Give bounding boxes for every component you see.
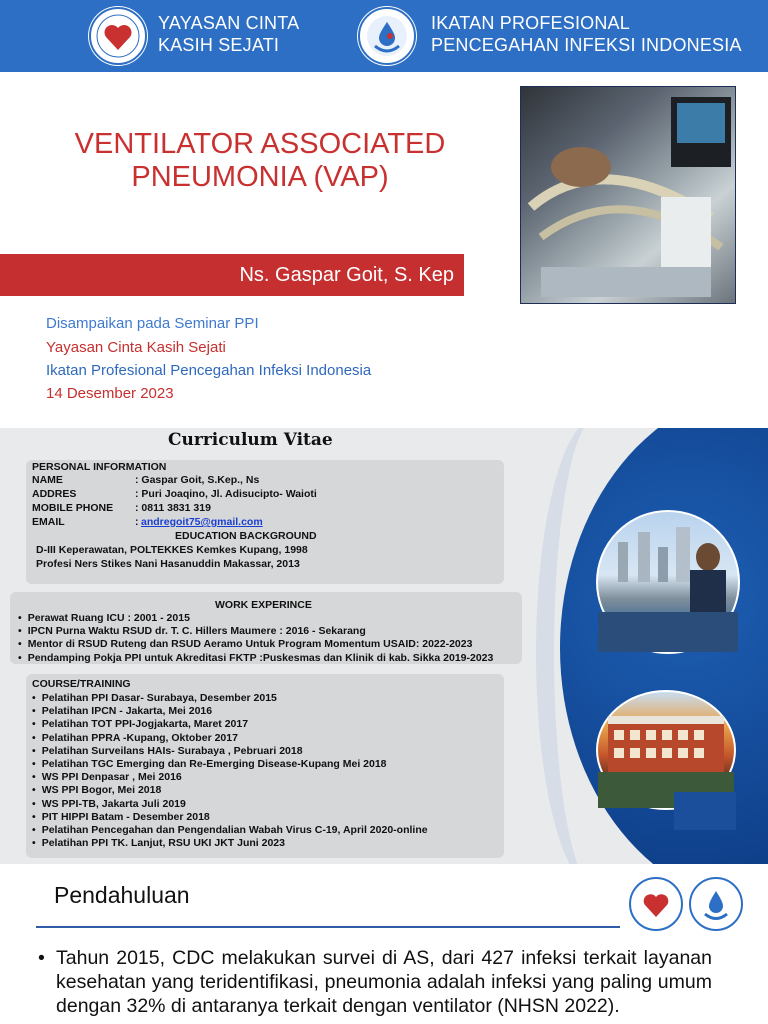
intro-title: Pendahuluan	[54, 882, 190, 908]
decorative-blue-square	[674, 792, 736, 830]
course-list	[32, 692, 428, 850]
course-item: • Pelatihan IPCN - Jakarta, Mei 2016	[32, 705, 428, 718]
work-item: • Mentor di RSUD Ruteng dan RSUD Aeramo Untuk Program Momentum USAID: 2022-2023	[18, 638, 493, 651]
presenter-name: Ns. Gaspar Goit, S. Kep	[239, 264, 454, 286]
slide-title-line2: PNEUMONIA (VAP)	[131, 161, 389, 193]
course-item: • WS PPI Bogor, Mei 2018	[32, 784, 428, 797]
profile-photo	[596, 510, 740, 654]
work-list	[18, 612, 493, 665]
title-underline	[36, 926, 620, 928]
work-item: • Perawat Ruang ICU : 2001 - 2015	[18, 612, 493, 625]
yayasan-name-line2: KASIH SEJATI	[158, 35, 280, 55]
seminar-line: Disampaikan pada Seminar PPI	[46, 315, 259, 332]
ikatan-name-line1: IKATAN PROFESIONAL	[431, 13, 630, 33]
yayasan-heart-logo-icon	[88, 6, 148, 66]
course-item: • Pelatihan TGC Emerging dan Re-Emerging Disease-Kupang Mei 2018	[32, 758, 428, 771]
cv-slide	[0, 428, 768, 864]
education-item: D-III Keperawatan, POLTEKKES Kemkes Kupang, 1998	[36, 544, 308, 556]
cv-title: Curriculum Vitae	[168, 430, 333, 450]
name-label: NAME	[32, 474, 63, 486]
slide-title	[40, 128, 480, 194]
yayasan-line: Yayasan Cinta Kasih Sejati	[46, 339, 226, 356]
work-item: • IPCN Purna Waktu RSUD dr. T. C. Hillers Maumere : 2016 - Sekarang	[18, 625, 493, 638]
course-item: • WS PPI-TB, Jakarta Juli 2019	[32, 798, 428, 811]
personal-info-header: PERSONAL INFORMATION	[32, 461, 167, 473]
title-slide	[0, 0, 768, 424]
ikatan-name-line2: PENCEGAHAN INFEKSI INDONESIA	[431, 35, 742, 55]
address-label: ADDRES	[32, 488, 77, 500]
course-item: • Pelatihan PPRA -Kupang, Oktober 2017	[32, 732, 428, 745]
header-bar	[0, 0, 768, 72]
course-header: COURSE/TRAINING	[32, 678, 131, 690]
yayasan-heart-logo-icon	[628, 876, 684, 932]
course-item: • PIT HIPPI Batam - Desember 2018	[32, 811, 428, 824]
phone-value: : 0811 3831 319	[135, 502, 211, 514]
email-link[interactable]: andregoit75@gmail.com	[141, 516, 263, 528]
ikatan-name	[431, 12, 761, 56]
ikatan-hand-drop-logo-icon	[688, 876, 744, 932]
work-header: WORK EXPERINCE	[215, 599, 312, 611]
ikatan-line: Ikatan Profesional Pencegahan Infeksi Indonesia	[46, 362, 372, 379]
presenter-banner	[0, 254, 464, 296]
intro-bullet-text: • Tahun 2015, CDC melakukan survei di AS, dari 427 infeksi terkait layanan kesehatan yang teridentifikasi, pneumonia adalah infeksi yang paling umum dengan 32% di antaranya terkait dengan ventilator (NHSN 2022).	[56, 946, 712, 1018]
education-header: EDUCATION BACKGROUND	[175, 530, 317, 542]
work-item: • Pendamping Pokja PPI untuk Akreditasi FKTP :Puskesmas dan Klinik di kab. Sikka 2019-2023	[18, 652, 493, 665]
address-value: : Puri Joaqino, Jl. Adisucipto- Waioti	[135, 488, 317, 500]
email-colon: :	[135, 516, 139, 528]
yayasan-name	[158, 12, 348, 56]
course-item: • Pelatihan TOT PPI-Jogjakarta, Maret 2017	[32, 718, 428, 731]
phone-label: MOBILE PHONE	[32, 502, 114, 514]
name-value: : Gaspar Goit, S.Kep., Ns	[135, 474, 260, 486]
course-item: • Pelatihan Surveilans HAIs- Surabaya , Pebruari 2018	[32, 745, 428, 758]
course-item: • Pelatihan Pencegahan dan Pengendalian Wabah Virus C-19, April 2020-online	[32, 824, 428, 837]
education-item: Profesi Ners Stikes Nani Hasanuddin Makassar, 2013	[36, 558, 300, 570]
introduction-slide	[0, 868, 768, 1024]
email-label: EMAIL	[32, 516, 65, 528]
yayasan-name-line1: YAYASAN CINTA	[158, 13, 300, 33]
ikatan-hand-drop-logo-icon	[357, 6, 417, 66]
course-item: • WS PPI Denpasar , Mei 2016	[32, 771, 428, 784]
icu-patient-photo	[520, 86, 736, 304]
course-item: • Pelatihan PPI TK. Lanjut, RSU UKI JKT Juni 2023	[32, 837, 428, 850]
course-item: • Pelatihan PPI Dasar- Surabaya, Desember 2015	[32, 692, 428, 705]
date-line: 14 Desember 2023	[46, 385, 174, 402]
slide-title-line1: VENTILATOR ASSOCIATED	[74, 128, 446, 160]
